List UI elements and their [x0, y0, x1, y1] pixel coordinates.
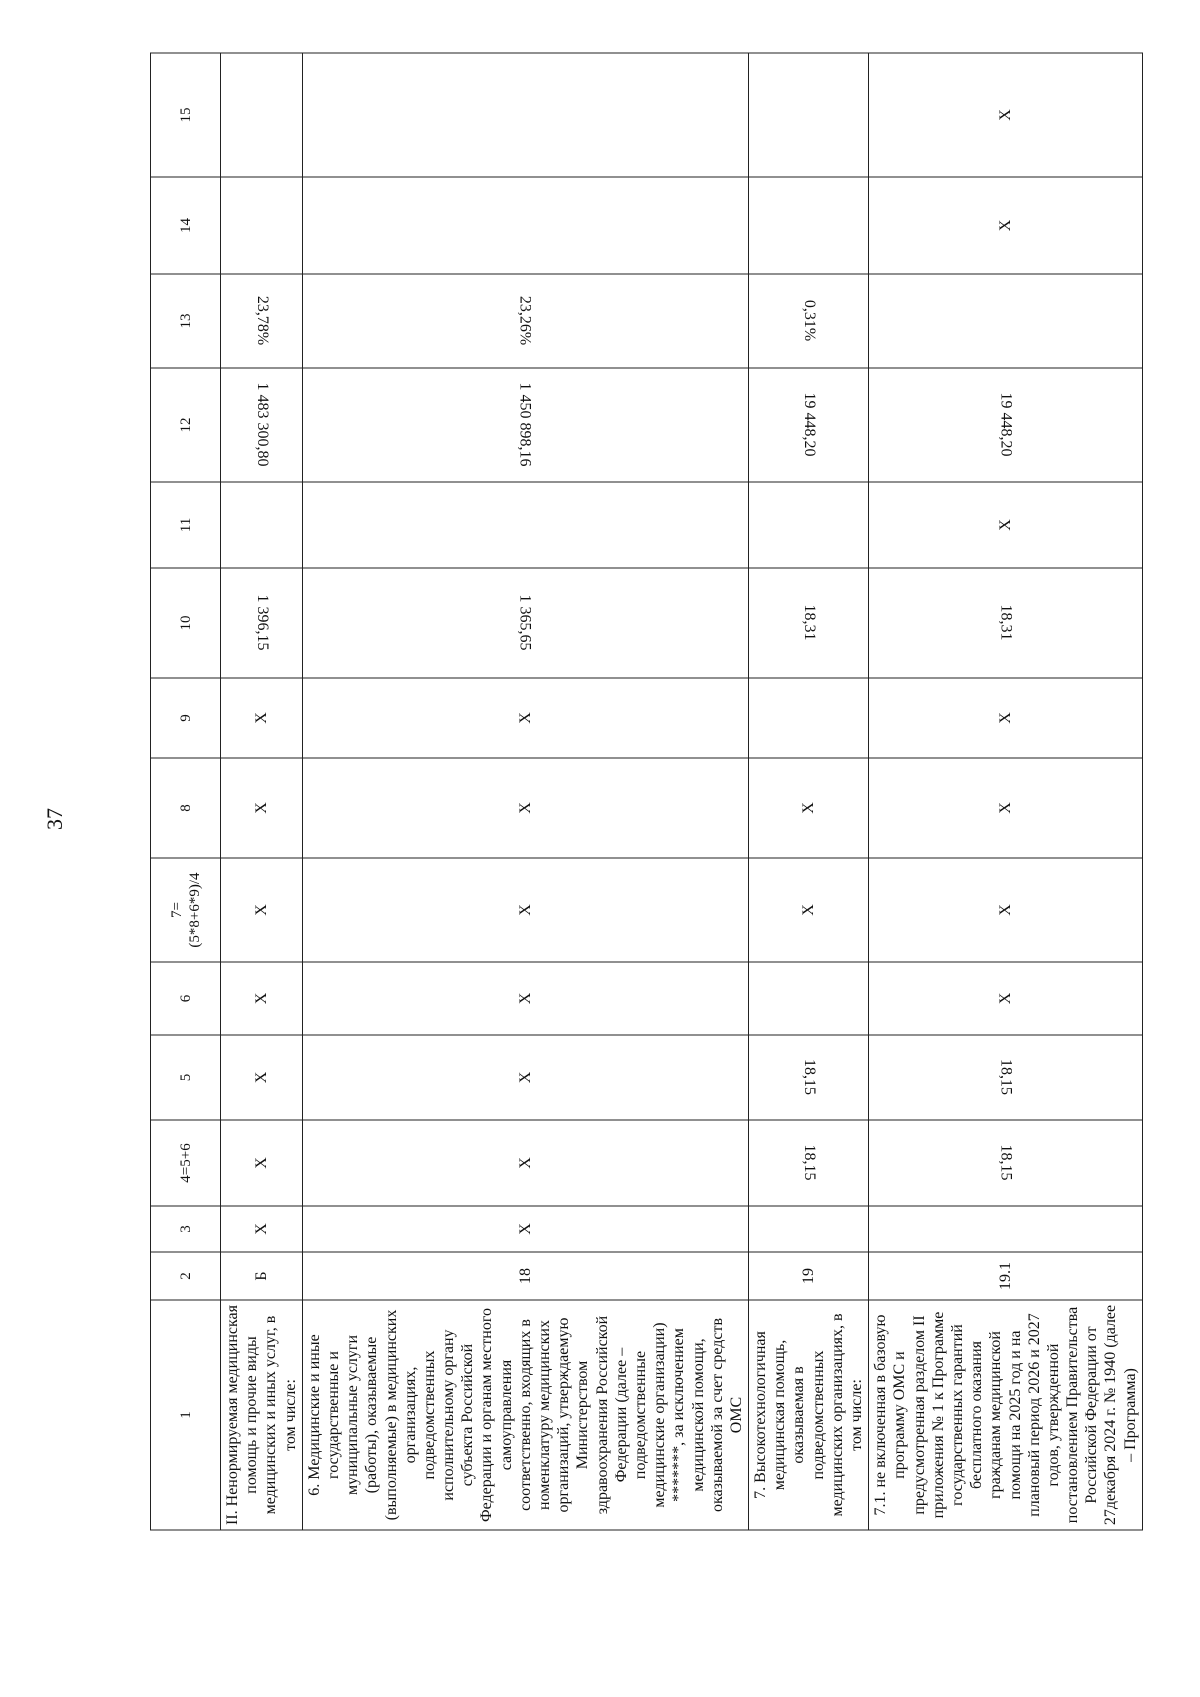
cell-c12: 1 483 300,80	[221, 368, 303, 482]
cell-c13	[869, 274, 1143, 368]
table-row	[221, 53, 303, 1530]
rotated-table-page	[150, 54, 1139, 1531]
page-number: 37	[42, 808, 67, 830]
cell-c5: 18,15	[869, 1035, 1143, 1120]
row-label: 7. Высокотехнологичная медицинская помощь, оказываемая в подведомственных медицинских организациях, в том числе:	[749, 1300, 869, 1530]
financial-table	[150, 53, 1143, 1531]
cell-c6: Х	[869, 962, 1143, 1035]
cell-c15	[221, 53, 303, 177]
cell-c9: Х	[869, 678, 1143, 758]
cell-c6: Х	[221, 962, 303, 1035]
cell-c3	[869, 1206, 1143, 1252]
row-label: 6. Медицинские и иные государственные и муниципальные услуги (работы), оказываемые (выполняемые) в медицинских организациях, подведомственных исполнительному органу субъекта Российской Федерации и органам местного самоуправления соответственно, входящих в номенклатуру медицинских организаций, утверждаемую Министерством здравоохранения Российской Федерации (далее – подведомственные медицинские организации) *******, за исключением медицинской помощи, оказываемой за счет средств ОМС	[302, 1300, 748, 1530]
col-header-15: 15	[151, 53, 221, 177]
cell-c5: Х	[302, 1035, 748, 1120]
cell-c14	[302, 177, 748, 274]
cell-c12: 1 450 898,16	[302, 368, 748, 482]
cell-c3	[749, 1206, 869, 1252]
row-label: II. Ненормируемая медицинская помощь и прочие виды медицинских и иных услуг, в том числе:	[221, 1300, 303, 1530]
cell-c3: Х	[302, 1206, 748, 1252]
col-header-5: 5	[151, 1035, 221, 1120]
cell-c11: Х	[869, 482, 1143, 568]
cell-c6	[749, 962, 869, 1035]
cell-c12: 19 448,20	[749, 368, 869, 482]
col-header-14: 14	[151, 177, 221, 274]
col-header-13: 13	[151, 274, 221, 368]
cell-c7: Х	[749, 858, 869, 962]
col-header-1: 1	[151, 1300, 221, 1530]
cell-c4: Х	[302, 1120, 748, 1206]
cell-c5: 18,15	[749, 1035, 869, 1120]
col-header-8: 8	[151, 758, 221, 858]
cell-c3: Х	[221, 1206, 303, 1252]
cell-c7: Х	[302, 858, 748, 962]
cell-c4: 18,15	[869, 1120, 1143, 1206]
cell-c14: Х	[869, 177, 1143, 274]
cell-c13: 23,26%	[302, 274, 748, 368]
cell-c10: 18,31	[869, 568, 1143, 678]
cell-c4: 18,15	[749, 1120, 869, 1206]
cell-c10: 1 396,15	[221, 568, 303, 678]
col-header-12: 12	[151, 368, 221, 482]
row-code: Б	[221, 1252, 303, 1300]
cell-c13: 0,31%	[749, 274, 869, 368]
cell-c9: Х	[302, 678, 748, 758]
cell-c13: 23,78%	[221, 274, 303, 368]
col-header-6: 6	[151, 962, 221, 1035]
cell-c5: Х	[221, 1035, 303, 1120]
cell-c15	[302, 53, 748, 177]
cell-c11	[221, 482, 303, 568]
col-header-2: 2	[151, 1252, 221, 1300]
cell-c15: Х	[869, 53, 1143, 177]
cell-c8: Х	[749, 758, 869, 858]
cell-c15	[749, 53, 869, 177]
cell-c9: Х	[221, 678, 303, 758]
cell-c10: 1 365,65	[302, 568, 748, 678]
cell-c7: Х	[869, 858, 1143, 962]
table-row	[869, 53, 1143, 1530]
col-header-11: 11	[151, 482, 221, 568]
row-code: 19	[749, 1252, 869, 1300]
col-header-9: 9	[151, 678, 221, 758]
table-row	[302, 53, 748, 1530]
row-code: 18	[302, 1252, 748, 1300]
table-row	[749, 53, 869, 1530]
cell-c8: Х	[221, 758, 303, 858]
col-header-3: 3	[151, 1206, 221, 1252]
cell-c9	[749, 678, 869, 758]
cell-c7: Х	[221, 858, 303, 962]
cell-c8: Х	[869, 758, 1143, 858]
col-header-4: 4=5+6	[151, 1120, 221, 1206]
cell-c14	[221, 177, 303, 274]
cell-c4: Х	[221, 1120, 303, 1206]
cell-c14	[749, 177, 869, 274]
cell-c10: 18,31	[749, 568, 869, 678]
row-code: 19.1	[869, 1252, 1143, 1300]
cell-c8: Х	[302, 758, 748, 858]
col-header-7: 7= (5*8+6*9)/4	[151, 858, 221, 962]
col-header-10: 10	[151, 568, 221, 678]
cell-c11	[749, 482, 869, 568]
header-row	[151, 53, 221, 1530]
cell-c6: Х	[302, 962, 748, 1035]
row-label: 7.1. не включенная в базовую программу ОМС и предусмотренная разделом II приложения № 1 к Программе государственных гарантий бесплатного оказания гражданам медицинской помощи на 2025 год и на плановый период 2026 и 2027 годов, утвержденной постановлением Правительства Российской Федерации от 27декабря 2024 г. № 1940 (далее – Программа)	[869, 1300, 1143, 1530]
cell-c12: 19 448,20	[869, 368, 1143, 482]
cell-c11	[302, 482, 748, 568]
